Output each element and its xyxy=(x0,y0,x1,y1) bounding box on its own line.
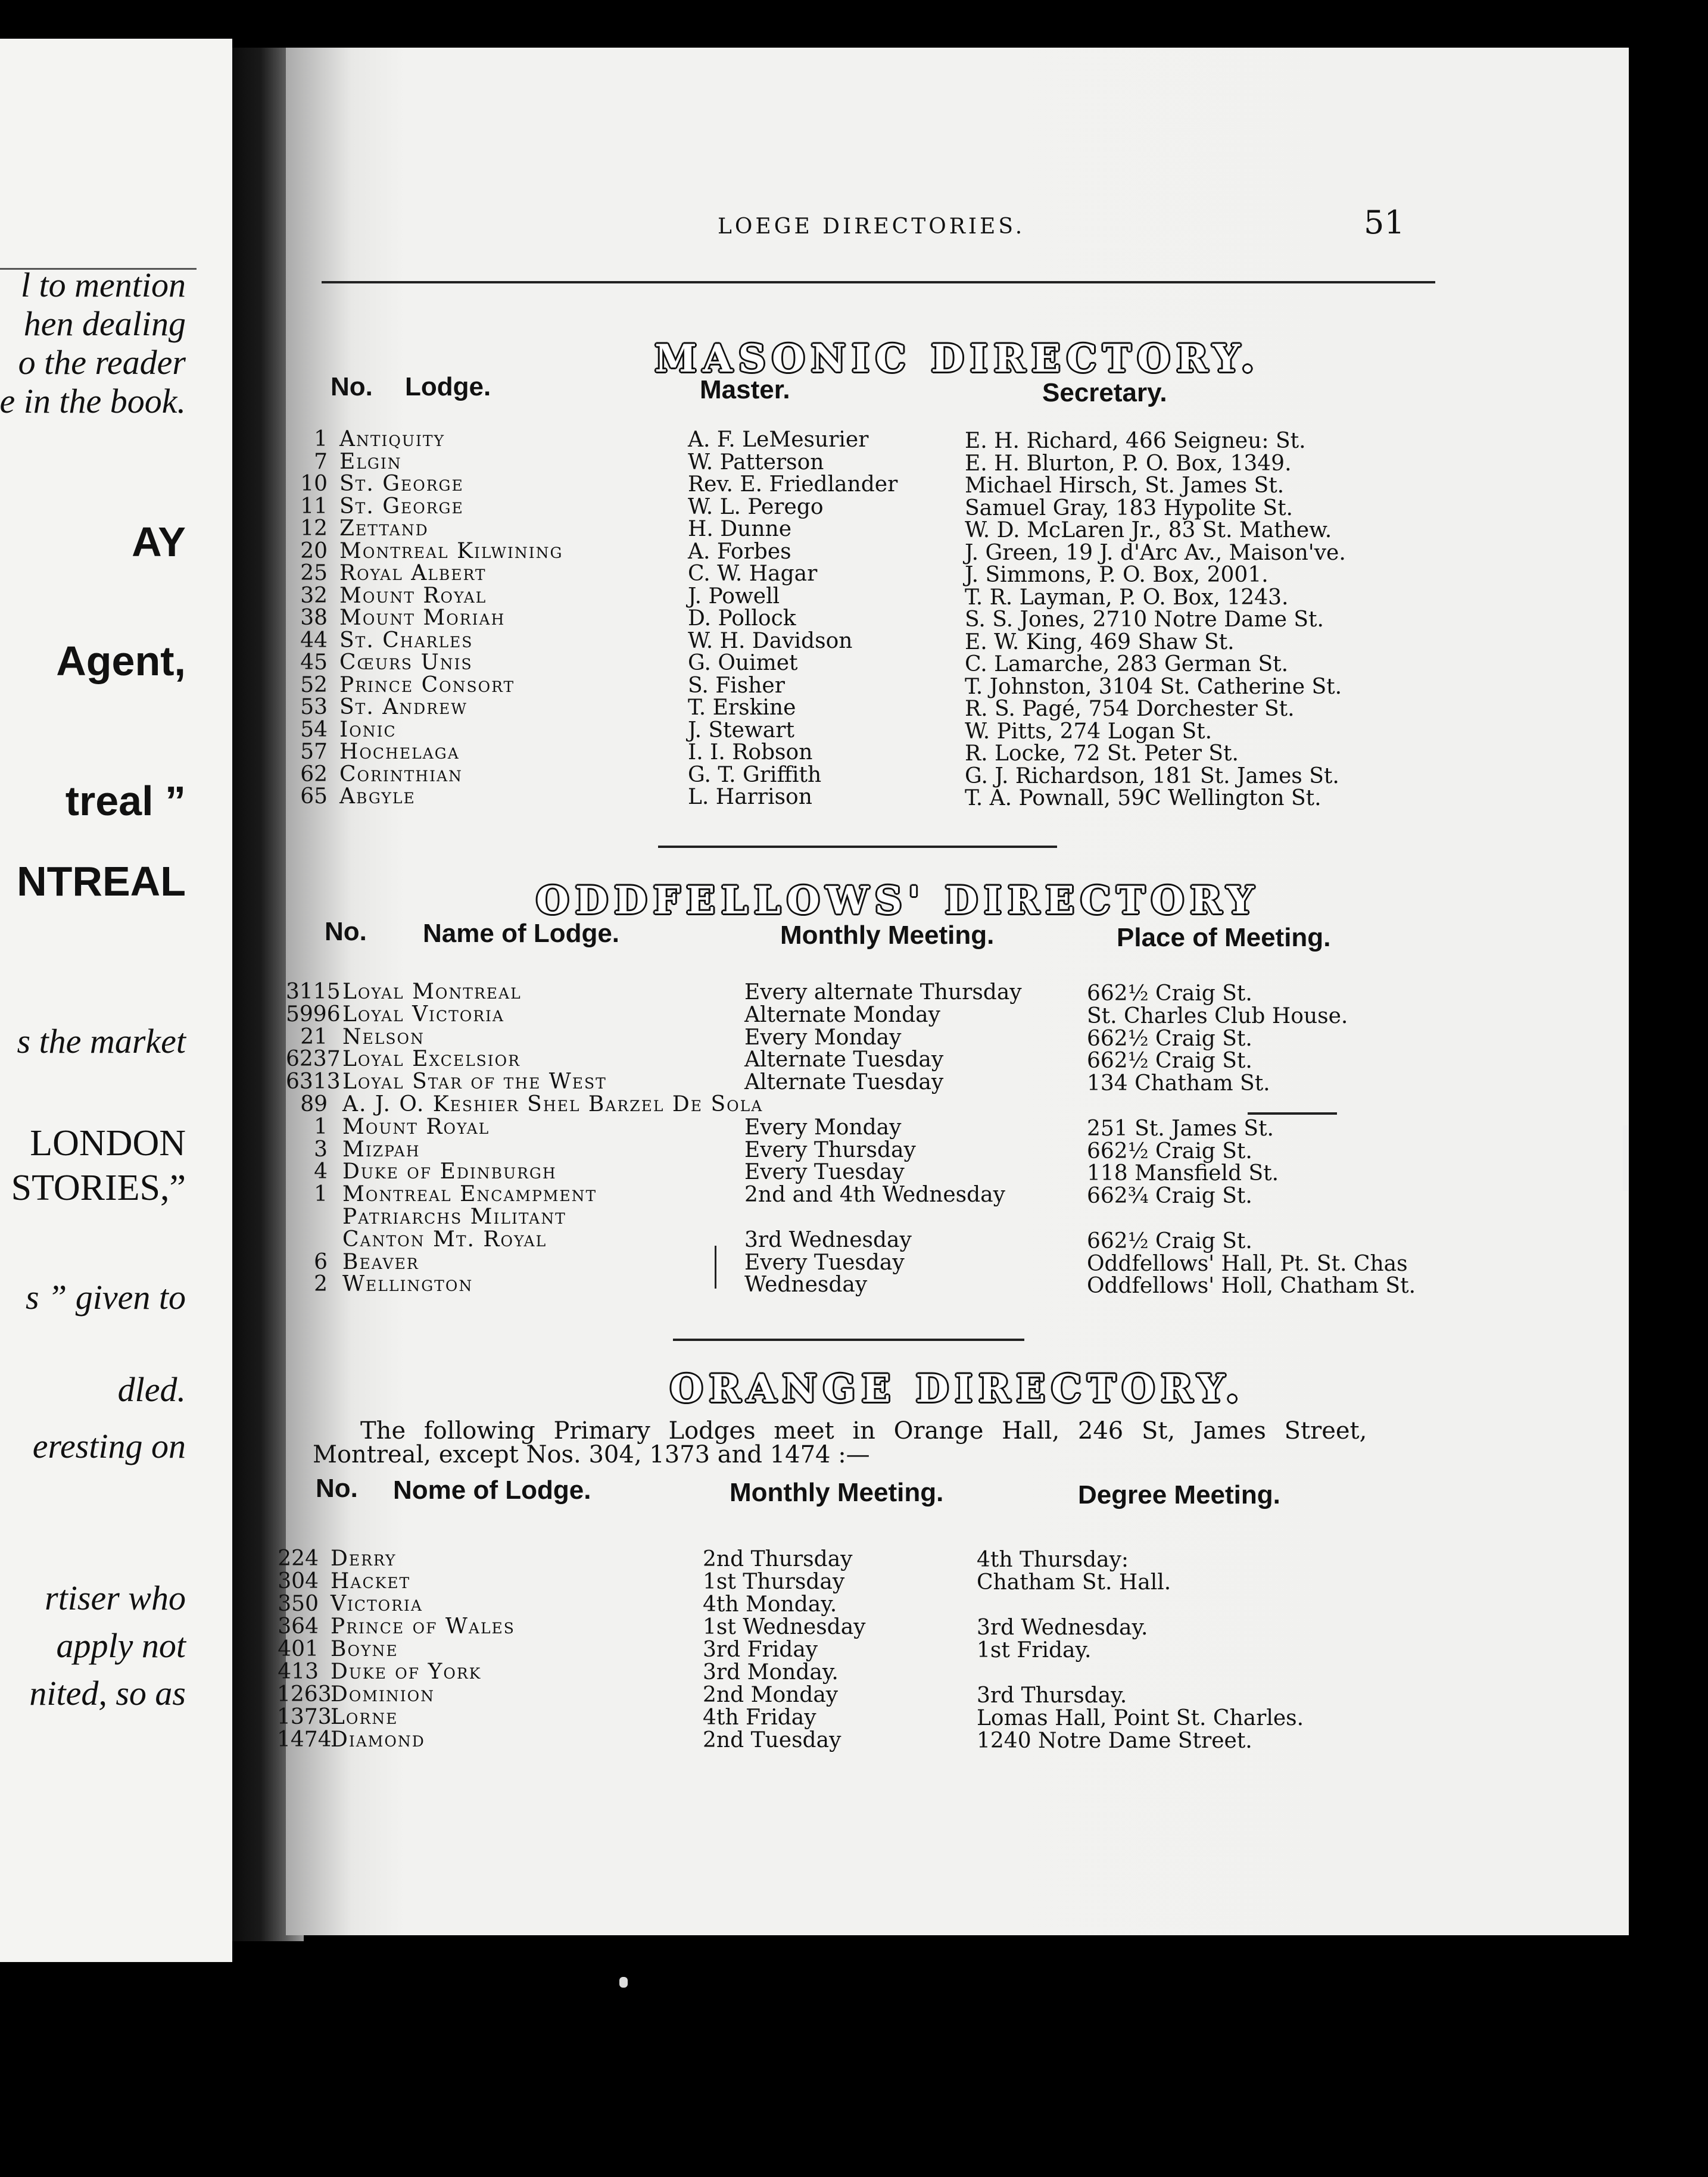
masonic-master: A. Forbes xyxy=(688,539,791,564)
facing-page-line: LONDON xyxy=(30,1123,186,1164)
facing-page xyxy=(0,39,232,1962)
orange-monthly: 2nd Thursday xyxy=(703,1547,853,1571)
masonic-col-lodge: Lodge. xyxy=(405,372,491,401)
masonic-master: I. I. Robson xyxy=(688,740,813,765)
masonic-lodge: St. Andrew xyxy=(339,695,467,719)
orange-col-degree: Degree Meeting. xyxy=(1078,1480,1280,1509)
masonic-col-secretary: Secretary. xyxy=(1042,378,1167,407)
running-head: LOEGE DIRECTORIES. xyxy=(718,214,1026,239)
masonic-lodge: Mount Moriah xyxy=(339,606,506,630)
masonic-master: S. Fisher xyxy=(688,673,785,698)
facing-page-line: AY xyxy=(132,519,186,565)
orange-no: 350 xyxy=(278,1592,319,1616)
oddfellows-meeting: Alternate Tuesday xyxy=(744,1070,944,1095)
oddfellows-no: 4 xyxy=(314,1159,328,1184)
masonic-secretary: E. H. Blurton, P. O. Box, 1349. xyxy=(965,451,1292,476)
facing-page-line: rtiser who xyxy=(45,1579,186,1617)
orange-no: 1373 xyxy=(277,1705,332,1729)
masonic-lodge: Zettand xyxy=(339,516,429,541)
masonic-secretary: S. S. Jones, 2710 Notre Dame St. xyxy=(965,607,1324,632)
orange-degree: 3rd Thursday. xyxy=(977,1683,1127,1708)
masonic-secretary: E. H. Richard, 466 Seigneu: St. xyxy=(965,429,1306,453)
oddfellows-place: Oddfellows' Hall, Pt. St. Chas xyxy=(1087,1251,1408,1276)
facing-page-line: s the market xyxy=(17,1022,186,1061)
oddfellows-no: 3115 xyxy=(286,980,341,1004)
facing-page-line: s ” given to xyxy=(25,1278,186,1317)
oddfellows-name: Beaver xyxy=(342,1249,419,1274)
orange-monthly: 2nd Monday xyxy=(703,1683,839,1707)
masonic-master: G. Ouimet xyxy=(688,651,798,675)
oddfellows-no: 1 xyxy=(314,1114,328,1139)
orange-name: Duke of York xyxy=(331,1660,482,1684)
orange-title: ORANGE DIRECTORY. xyxy=(669,1367,1245,1411)
masonic-master: T. Erskine xyxy=(688,695,796,720)
oddfellows-meeting: Every Monday xyxy=(744,1115,902,1140)
edge-mark xyxy=(1623,1125,1628,1191)
masonic-lodge: St. Charles xyxy=(339,628,473,653)
orange-name: Boyne xyxy=(331,1637,398,1661)
masonic-no: 57 xyxy=(300,740,328,764)
masonic-title: MASONIC DIRECTORY. xyxy=(654,336,1260,381)
masonic-col-master: Master. xyxy=(700,375,790,404)
oddfellows-place: 134 Chatham St. xyxy=(1087,1071,1270,1096)
page-number: 51 xyxy=(1364,204,1405,241)
masonic-secretary: C. Lamarche, 283 German St. xyxy=(965,652,1289,676)
orange-no: 1263 xyxy=(277,1682,332,1707)
masonic-master: J. Stewart xyxy=(688,718,794,743)
masonic-secretary: Samuel Gray, 183 Hypolite St. xyxy=(965,495,1294,520)
masonic-secretary: W. D. McLaren Jr., 83 St. Mathew. xyxy=(965,518,1332,542)
masonic-secretary: R. Locke, 72 St. Peter St. xyxy=(965,741,1239,766)
masonic-secretary: J. Simmons, P. O. Box, 2001. xyxy=(965,563,1268,587)
oddfellows-name: Loyal Victoria xyxy=(342,1002,504,1027)
masonic-no: 12 xyxy=(300,516,328,541)
oddfellows-no: 6237 xyxy=(286,1047,341,1072)
masonic-master: Rev. E. Friedlander xyxy=(688,472,898,497)
orange-no: 1474 xyxy=(277,1727,332,1752)
orange-degree: 4th Thursday: xyxy=(977,1548,1129,1572)
orange-no: 364 xyxy=(278,1614,319,1639)
masonic-lodge: Ionic xyxy=(339,717,397,742)
orange-no: 401 xyxy=(278,1637,319,1661)
masonic-lodge: Cœurs Unis xyxy=(339,650,473,675)
orange-name: Diamond xyxy=(331,1727,425,1752)
facing-page-line: o the reader xyxy=(18,343,186,382)
masonic-no: 65 xyxy=(300,784,328,809)
oddfellows-meeting: Alternate Monday xyxy=(744,1002,940,1027)
oddfellows-meeting: Every Thursday xyxy=(744,1137,916,1162)
orange-name: Hacket xyxy=(331,1569,411,1593)
oddfellows-name: Mizpah xyxy=(342,1137,420,1162)
masonic-col-no: No. xyxy=(331,372,373,401)
oddfellows-place: 662½ Craig St. xyxy=(1087,1049,1252,1074)
oddfellows-name: Patriarchs Militant xyxy=(342,1205,566,1229)
orange-name: Lorne xyxy=(331,1705,398,1729)
masonic-no: 52 xyxy=(300,672,328,697)
masonic-secretary: R. S. Pagé, 754 Dorchester St. xyxy=(965,697,1295,721)
masonic-master: A. F. LeMesurier xyxy=(688,428,869,452)
masonic-secretary: J. Green, 19 J. d'Arc Av., Maison've. xyxy=(965,540,1346,565)
oddfellows-no: 3 xyxy=(314,1137,328,1162)
oddfellows-name: A. J. O. Keshier Shel Barzel De Sola xyxy=(342,1092,763,1116)
orange-degree: Lomas Hall, Point St. Charles. xyxy=(977,1706,1304,1730)
oddfellows-col-name: Name of Lodge. xyxy=(423,919,620,948)
orange-degree: 3rd Wednesday. xyxy=(977,1615,1148,1640)
masonic-master: C. W. Hagar xyxy=(688,562,818,586)
orange-no: 413 xyxy=(278,1660,319,1684)
masonic-no: 44 xyxy=(300,628,328,653)
oddfellows-place: 662½ Craig St. xyxy=(1087,981,1252,1006)
orange-name: Derry xyxy=(331,1546,397,1571)
orange-monthly: 1st Thursday xyxy=(703,1570,845,1594)
masonic-no: 38 xyxy=(300,606,328,630)
facing-page-line: dled. xyxy=(117,1370,186,1409)
masonic-lodge: St. George xyxy=(339,494,464,519)
orange-monthly: 2nd Tuesday xyxy=(703,1728,841,1752)
oddfellows-name: Nelson xyxy=(342,1024,425,1049)
masonic-lodge: Mount Royal xyxy=(339,583,487,608)
oddfellows-no: 2 xyxy=(314,1272,328,1297)
oddfellows-no: 6 xyxy=(314,1249,328,1274)
oddfellows-place: 662½ Craig St. xyxy=(1087,1026,1252,1051)
oddfellows-no: 89 xyxy=(300,1092,328,1116)
masonic-lodge: Montreal Kilwining xyxy=(339,538,563,563)
directory-page xyxy=(277,48,1629,1935)
facing-page-line: nited, so as xyxy=(29,1674,186,1713)
masonic-secretary: G. J. Richardson, 181 St. James St. xyxy=(965,763,1339,788)
blank-entry-rule xyxy=(1248,1112,1337,1115)
masonic-master: G. T. Griffith xyxy=(688,762,822,787)
oddfellows-no: 21 xyxy=(300,1024,328,1049)
oddfellows-no: 6313 xyxy=(286,1069,341,1094)
orange-intro-line-2: Montreal, except Nos. 304, 1373 and 1474 :— xyxy=(313,1441,870,1468)
orange-monthly: 4th Friday xyxy=(703,1705,816,1730)
orange-no: 304 xyxy=(278,1569,319,1593)
scan-mark xyxy=(619,1977,628,1988)
masonic-master: D. Pollock xyxy=(688,606,796,631)
masonic-secretary: T. Johnston, 3104 St. Catherine St. xyxy=(965,674,1342,699)
oddfellows-place: 118 Mansfield St. xyxy=(1087,1161,1279,1186)
facing-page-line: treal ” xyxy=(65,778,186,824)
masonic-master: W. H. Davidson xyxy=(688,628,853,653)
orange-no: 224 xyxy=(278,1546,319,1571)
orange-monthly: 1st Wednesday xyxy=(703,1615,866,1639)
masonic-no: 11 xyxy=(300,494,328,519)
oddfellows-place: 251 St. James St. xyxy=(1087,1116,1274,1141)
orange-degree: 1st Friday. xyxy=(977,1638,1092,1663)
oddfellows-meeting: 3rd Wednesday xyxy=(744,1227,912,1252)
facing-page-line: STORIES,” xyxy=(11,1168,186,1208)
orange-degree: 1240 Notre Dame Street. xyxy=(977,1729,1252,1753)
masonic-master: J. Powell xyxy=(688,584,780,609)
masonic-no: 10 xyxy=(300,472,328,496)
masonic-lodge: Abgyle xyxy=(339,784,416,809)
bracket xyxy=(715,1246,716,1289)
masonic-no: 32 xyxy=(300,583,328,608)
oddfellows-meeting: Every Monday xyxy=(744,1025,902,1050)
masonic-secretary: T. R. Layman, P. O. Box, 1243. xyxy=(965,585,1289,610)
oddfellows-name: Mount Royal xyxy=(342,1114,490,1139)
masonic-no: 20 xyxy=(300,538,328,563)
masonic-no: 54 xyxy=(300,717,328,742)
oddfellows-meeting: 2nd and 4th Wednesday xyxy=(744,1183,1005,1208)
oddfellows-place: St. Charles Club House. xyxy=(1087,1003,1348,1028)
oddfellows-name: Loyal Star of the West xyxy=(342,1069,607,1094)
facing-page-line: Agent, xyxy=(56,638,186,684)
masonic-master: W. Patterson xyxy=(688,450,824,475)
oddfellows-name: Wellington xyxy=(342,1272,473,1297)
facing-page-line: e in the book. xyxy=(0,382,186,420)
masonic-lodge: Prince Consort xyxy=(339,672,515,697)
masonic-no: 25 xyxy=(300,561,328,585)
section-rule xyxy=(673,1339,1024,1341)
oddfellows-name: Loyal Excelsior xyxy=(342,1047,521,1072)
oddfellows-meeting: Every alternate Thursday xyxy=(744,980,1022,1005)
oddfellows-meeting: Every Tuesday xyxy=(744,1160,905,1185)
masonic-no: 45 xyxy=(300,650,328,675)
masonic-master: L. Harrison xyxy=(688,785,812,809)
oddfellows-place: Oddfellows' Holl, Chatham St. xyxy=(1087,1274,1416,1299)
orange-name: Prince of Wales xyxy=(331,1614,515,1639)
oddfellows-col-place: Place of Meeting. xyxy=(1117,923,1331,952)
oddfellows-name: Montreal Encampment xyxy=(342,1182,597,1207)
oddfellows-col-meeting: Monthly Meeting. xyxy=(780,921,995,950)
oddfellows-col-no: No. xyxy=(325,917,367,946)
orange-col-no: No. xyxy=(316,1474,358,1503)
masonic-lodge: Corinthian xyxy=(339,762,463,787)
masonic-lodge: Elgin xyxy=(339,449,402,474)
oddfellows-no: 5996 xyxy=(286,1002,341,1027)
oddfellows-name: Canton Mt. Royal xyxy=(342,1227,547,1252)
facing-page-line: l to mention xyxy=(20,266,186,304)
masonic-no: 7 xyxy=(314,449,328,474)
facing-page-line: eresting on xyxy=(32,1427,186,1465)
masonic-lodge: Hochelaga xyxy=(339,740,460,764)
orange-intro-line-1: The following Primary Lodges meet in Orange Hall, 246 St, James Street, xyxy=(360,1417,1367,1445)
masonic-master: H. Dunne xyxy=(688,517,792,541)
facing-page-line: apply not xyxy=(56,1626,186,1665)
masonic-secretary: Michael Hirsch, St. James St. xyxy=(965,473,1285,498)
orange-name: Victoria xyxy=(331,1592,423,1616)
masonic-no: 62 xyxy=(300,762,328,787)
oddfellows-title: ODDFELLOWS' DIRECTORY xyxy=(535,878,1260,923)
oddfellows-place: 662½ Craig St. xyxy=(1087,1139,1252,1164)
oddfellows-place: 662½ Craig St. xyxy=(1087,1228,1252,1253)
section-rule xyxy=(658,846,1057,848)
orange-monthly: 4th Monday. xyxy=(703,1592,837,1617)
masonic-secretary: T. A. Pownall, 59C Wellington St. xyxy=(965,786,1321,810)
masonic-lodge: Royal Albert xyxy=(339,561,487,585)
oddfellows-no: 1 xyxy=(314,1182,328,1207)
facing-page-line: NTREAL xyxy=(17,858,186,905)
orange-name: Dominion xyxy=(331,1682,435,1707)
masonic-lodge: St. George xyxy=(339,472,464,496)
oddfellows-place: 662¾ Craig St. xyxy=(1087,1184,1252,1209)
orange-degree: Chatham St. Hall. xyxy=(977,1570,1171,1595)
masonic-lodge: Antiquity xyxy=(339,427,445,451)
orange-col-monthly: Monthly Meeting. xyxy=(730,1478,944,1507)
header-rule xyxy=(322,281,1435,283)
oddfellows-meeting: Every Tuesday xyxy=(744,1250,905,1275)
masonic-secretary: W. Pitts, 274 Logan St. xyxy=(965,719,1213,744)
masonic-no: 1 xyxy=(314,427,328,451)
oddfellows-name: Loyal Montreal xyxy=(342,980,522,1004)
orange-monthly: 3rd Friday xyxy=(703,1638,818,1662)
orange-monthly: 3rd Monday. xyxy=(703,1660,839,1685)
masonic-secretary: E. W. King, 469 Shaw St. xyxy=(965,629,1235,654)
orange-col-name: Nome of Lodge. xyxy=(393,1476,591,1505)
masonic-no: 53 xyxy=(300,695,328,719)
oddfellows-meeting: Alternate Tuesday xyxy=(744,1047,944,1072)
masonic-master: W. L. Perego xyxy=(688,494,824,519)
oddfellows-name: Duke of Edinburgh xyxy=(342,1159,557,1184)
oddfellows-meeting: Wednesday xyxy=(744,1272,868,1298)
facing-page-line: hen dealing xyxy=(23,304,186,343)
